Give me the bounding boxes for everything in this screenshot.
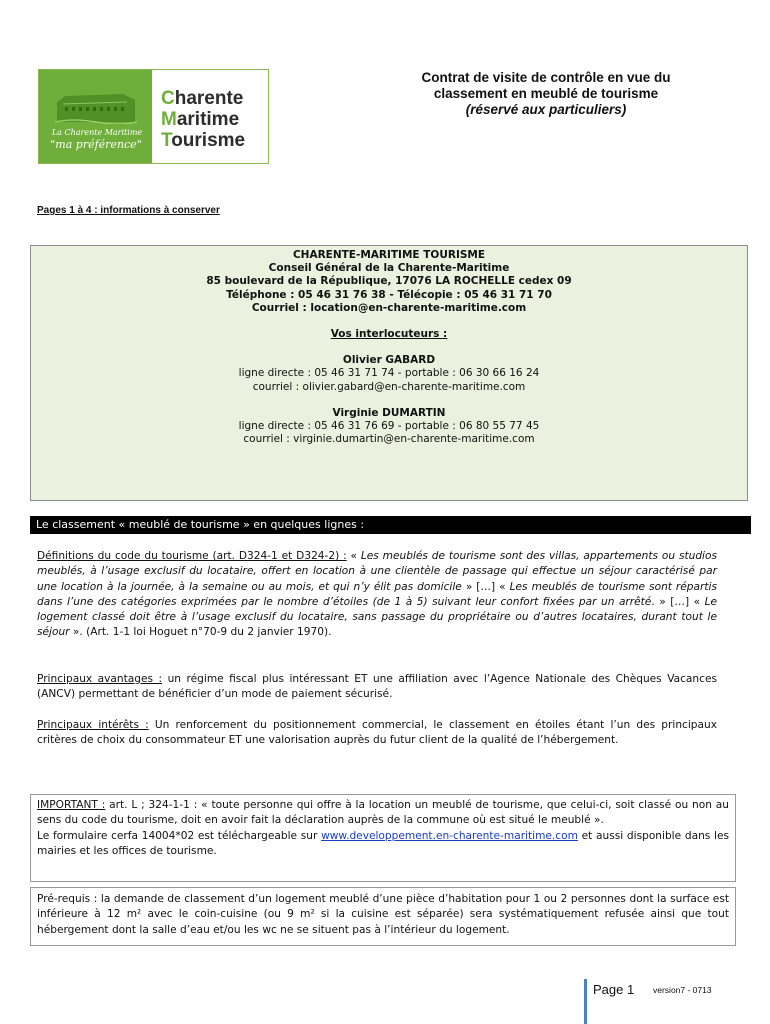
section-banner: Le classement « meublé de tourisme » en quelques lignes : [30, 516, 751, 534]
person-2-email[interactable]: courriel : virginie.dumartin@en-charente-maritime.com [243, 433, 535, 446]
advantages-label: Principaux avantages : [37, 673, 163, 685]
cerfa-download-link[interactable]: www.developpement.en-charente-maritime.com [321, 829, 578, 842]
person-1-name: Olivier GABARD [342, 354, 436, 367]
definitions-label: Définitions du code du tourisme (art. D324-1 et D324-2) : [37, 550, 347, 562]
contact-council: Conseil Général de la Charente-Maritime [268, 262, 510, 275]
interests-label: Principaux intérêts : [37, 719, 149, 731]
interests-paragraph [37, 718, 717, 749]
logo-tagline-script: "ma préférence" [50, 138, 142, 151]
title-line-1: Contrat de visite de contrôle en vue du [421, 70, 671, 85]
definitions-quote-2: Les meublés de tourisme sont répartis dans l’une des catégories exprimées par le nombre d’étoiles (de 1 à 5) suivant leur confort fixées par un arrêté [37, 580, 717, 608]
prerequisites-box: Pré-requis : la demande de classement d’un logement meublé d’une pièce d’habitation pour 1 ou 2 personnes dont la surface est inférieure à 12 m² avec le coin-cuisine (ou 9 m² si la cuisine est séparée) sera systématiquement refusée ainsi que tout hébergement dont la salle d’eau et/ou les wc ne se situent pas à l’intérieur du logement. [30, 887, 736, 946]
person-2-phone: ligne directe : 05 46 31 76 69 - portable : 06 80 55 77 45 [238, 420, 540, 433]
contact-address: 85 boulevard de la République, 17076 LA ROCHELLE cedex 09 [206, 275, 572, 288]
contact-box [30, 245, 748, 501]
fort-icon [53, 84, 139, 124]
important-label: IMPORTANT : [37, 799, 106, 811]
title-line-3: (réservé aux particuliers) [465, 102, 627, 117]
contact-email[interactable]: Courriel : location@en-charente-maritime.com [251, 301, 527, 314]
definitions-quote-3: Le logement classé doit être à l’usage exclusif du locataire, sans passage du propriétaire ou d’autres locataires, durant tout le séjour [37, 595, 718, 639]
interests-text: Un renforcement du positionnement commercial, le classement en étoiles étant l’un des principaux critères de choix du consommateur ET une valorisation auprès du futur client de la qualité de l’hébergement. [37, 719, 717, 747]
logo-word-charente: Charente [161, 88, 244, 109]
contact-org: CHARENTE-MARITIME TOURISME [292, 249, 486, 261]
important-box: IMPORTANT : art. L ; 324-1-1 : « toute personne qui offre à la location un meublé de tourisme, que celui-ci, soit classé ou non au sens du code du tourisme, doit en avoir fait la déclaration auprès de la commune où est situé le meublé ». Le formulaire cerfa 14004*02 est téléchargeable sur www.developpement.en-charente-maritime.com et aussi disponible dans les mairies et les offices de tourisme. [30, 794, 736, 882]
contact-phone: Téléphone : 05 46 31 76 38 - Télécopie : 05 46 31 71 70 [226, 288, 552, 301]
version-label: version7 - 0713 [653, 985, 712, 995]
person-1-phone: ligne directe : 05 46 31 71 74 - portable : 06 30 66 16 24 [238, 367, 540, 380]
charente-maritime-tourisme-logo [38, 69, 269, 164]
title-line-2: classement en meublé de tourisme [433, 86, 659, 101]
definitions-quote-1: Les meublés de tourisme sont des villas, appartements ou studios meublés, à l’usage exclusif du locataire, offert en location à une clientèle de passage qui effectue un séjour caractérisé par une location à la journée, à la semaine ou au mois, et qui n’y élit pas domicile [37, 550, 718, 593]
person-1-email[interactable]: courriel : olivier.gabard@en-charente-maritime.com [252, 380, 526, 393]
logo-word-tourisme: Tourisme [161, 130, 246, 151]
logo-word-maritime: Maritime [161, 109, 240, 130]
pages-note: Pages 1 à 4 : informations à conserver [37, 205, 220, 216]
person-2-name: Virginie DUMARTIN [332, 406, 446, 419]
advantages-paragraph [37, 672, 717, 703]
page-number: Page 1 [593, 982, 635, 997]
definitions-paragraph: Définitions du code du tourisme (art. D324-1 et D324-2) : « Les meublés de tourisme sont des villas, appartements ou studios meublés, à l’usage exclusif du locataire, offert en location à une clientèle de passage qui effectue un séjour caractérisé par une location à la journée, à la semaine ou au mois, et qui n’y élit pas domicile » […] « Les meublés de tourisme sont répartis dans l’une des catégories exprimées par le nombre d’étoiles (de 1 à 5) suivant leur confort fixées par un arrêté. » […] « Le logement classé doit être à l’usage exclusif du locataire, sans passage du propriétaire ou d’autres locataires, durant tout le séjour ». (Art. 1-1 loi Hoguet n°70-9 du 2 janvier 1970). [37, 550, 718, 639]
interlocutors-heading: Vos interlocuteurs : [330, 328, 448, 341]
logo-green-panel [39, 70, 152, 163]
document-title [360, 70, 732, 118]
logo-tagline-small: La Charente Maritime [51, 128, 143, 137]
footer-accent-bar [584, 979, 587, 1024]
advantages-text: un régime fiscal plus intéressant ET une affiliation avec l’Agence Nationale des Chèques Vacances (ANCV) permettant de bénéficier d’un mode de paiement sécurisé. [37, 673, 717, 701]
